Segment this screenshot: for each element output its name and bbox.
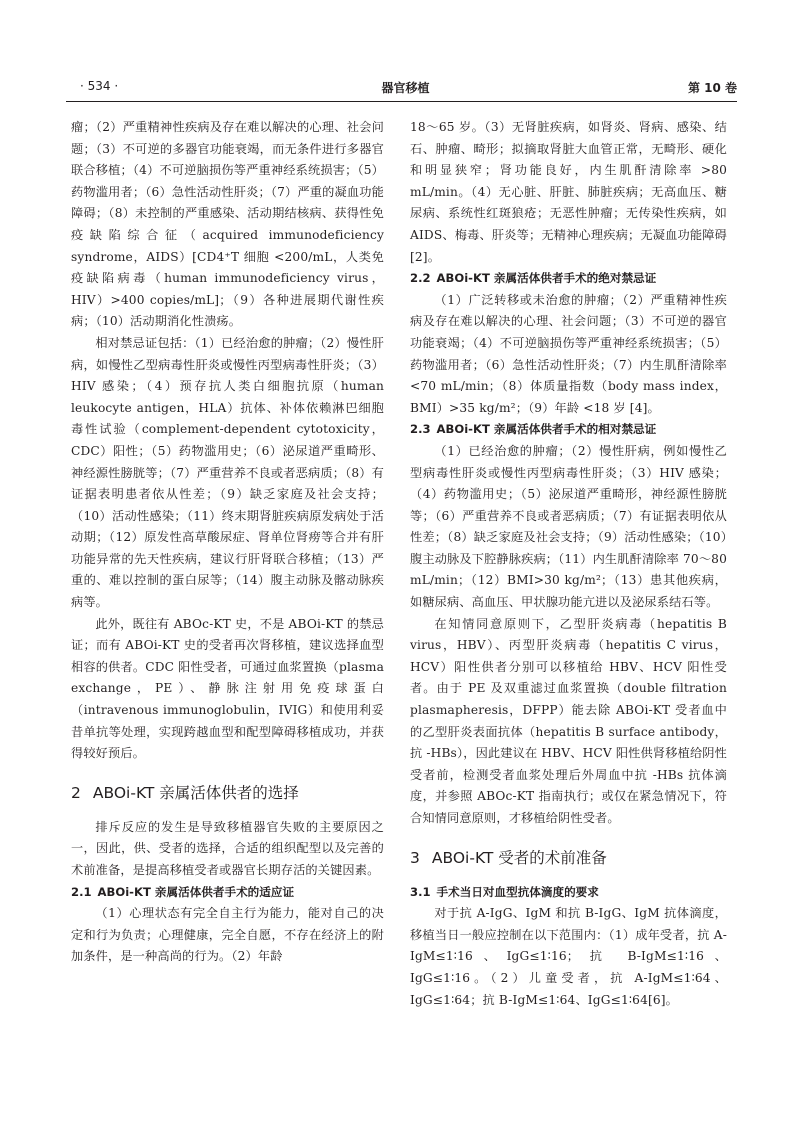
volume-label: 第 10 卷: [687, 81, 737, 95]
paragraph: 对于抗 A-IgG、IgM 和抗 B-IgG、IgM 抗体滴度，移植当日一般应控制在以下范围内：（1）成年受者，抗 A-IgM≤1∶16、IgG≤1∶16；抗 B-IgM≤1∶16、IgG≤1∶16。（2）儿童受者，抗 A-IgM≤1∶64、IgG≤1∶64；抗 B-IgM≤1∶64、IgG≤1∶64[6]。: [410, 906, 727, 1007]
section-title: ABOi-KT 亲属活体供者的选择: [92, 783, 299, 802]
section-number: 3: [410, 848, 420, 867]
page-number: · 534 ·: [80, 79, 119, 93]
left-column: [71, 117, 384, 968]
subsection-number: 3.1: [410, 884, 431, 899]
subsection-number: 2.1: [71, 884, 92, 899]
section-title: ABOi-KT 受者的术前准备: [431, 848, 607, 867]
section-number: 2: [71, 783, 81, 802]
subsection-heading-2-2: [410, 268, 727, 290]
paragraph: 瘤；（2）严重精神性疾病及存在难以解决的心理、社会问题；（3）不可逆的多器官功能衰竭，而无条件进行多器官联合移植；（4）不可逆脑损伤等严重神经系统损害；（5）药物滥用者；（6）急性活动性肝炎；（7）严重的凝血功能障碍；（8）未控制的严重感染、活动期结核病、获得性免疫缺陷综合征（acquired immunodeficiency syndrome，AIDS）[CD4⁺T 细胞 <200/mL，人类免疫缺陷病毒（human immunodeficiency virus，HIV）>400 copies/mL]；（9）各种进展期代谢性疾病；（10）活动期消化性溃疡。: [71, 120, 384, 329]
paragraph: 18～65 岁。（3）无肾脏疾病，如肾炎、肾病、感染、结石、肿瘤、畸形；拟摘取肾脏大血管正常，无畸形、硬化和明显狭窄；肾功能良好，内生肌酐清除率 >80 mL/min。（4）无心脏、肝脏、肺脏疾病；无高血压、糖尿病、系统性红斑狼疮；无恶性肿瘤；无传染性疾病，如 AIDS、梅毒、肝炎等；无精神心理疾病；无凝血功能障碍 [2]。: [410, 120, 727, 264]
paragraph: （1）已经治愈的肿瘤；（2）慢性肝病，例如慢性乙型病毒性肝炎或慢性丙型病毒性肝炎；（3）HIV 感染；（4）药物滥用史；（5）泌尿道严重畸形，神经源性膀胱等；（6）严重营养不良或者恶病质；（7）有证据表明依从性差；（8）缺乏家庭及社会支持；（9）活动性感染；（10）腹主动脉及下腔静脉疾病；（11）内生肌酐清除率 70～80 mL/min；（12）BMI>30 kg/m²；（13）患其他疾病，如糖尿病、高血压、甲状腺功能亢进以及泌尿系结石等。: [410, 443, 727, 610]
paragraph: （1）心理状态有完全自主行为能力，能对自己的决定和行为负责；心理健康，完全自愿，不存在经济上的附加条件，是一种高尚的行为。（2）年龄: [71, 906, 384, 964]
subsection-title: ABOi-KT 亲属活体供者手术的相对禁忌证: [436, 422, 657, 437]
paragraph: 相对禁忌证包括：（1）已经治愈的肿瘤；（2）慢性肝病，如慢性乙型病毒性肝炎或慢性丙型病毒性肝炎；（3）HIV 感染；（4）预存抗人类白细胞抗原（human leukocyte antigen，HLA）抗体、补体依赖淋巴细胞毒性试验（complement-dependent cytotoxicity，CDC）阳性；（5）药物滥用史；（6）泌尿道严重畸形、神经源性膀胱等；（7）严重营养不良或者恶病质；（8）有证据表明患者依从性差；（9）缺乏家庭及社会支持；（10）活动性感染；（11）终末期肾脏疾病原发病处于活动期；（12）原发性高草酸尿症、肾单位肾痨等合并有肝功能异常的先天性疾病，建议行肝肾联合移植；（13）严重的、难以控制的蛋白尿等；（14）腹主动脉及髂动脉疾病等。: [71, 335, 384, 610]
subsection-title: 手术当日对血型抗体滴度的要求: [436, 884, 599, 899]
journal-name: 器官移植: [381, 81, 430, 95]
subsection-title: ABOi-KT 亲属活体供者手术的绝对禁忌证: [436, 271, 657, 286]
subsection-title: ABOi-KT 亲属活体供者手术的适应证: [97, 884, 295, 899]
running-header: [74, 76, 737, 98]
subsection-heading-3-1: [410, 882, 727, 904]
section-heading-2: [71, 781, 384, 805]
paragraph: 此外，既往有 ABOc-KT 史，不是 ABOi-KT 的禁忌证；而有 ABOi-KT 史的受者再次肾移植，建议选择血型相容的供者。CDC 阳性受者，可通过血浆置换（plasma exchange，PE）、静脉注射用免疫球蛋白（intravenous immunoglobulin，IVIG）和使用利妥昔单抗等处理，实现跨越血型和配型障碍移植成功，并获得较好预后。: [71, 616, 384, 761]
subsection-heading-2-1: [71, 882, 384, 904]
section-heading-3: [410, 846, 727, 870]
paragraph: 在知情同意原则下，乙型肝炎病毒（hepatitis B virus，HBV）、丙型肝炎病毒（hepatitis C virus，HCV）阳性供者分别可以移植给 HBV、HCV 阳性受者。由于 PE 及双重滤过血浆置换（double filtration plasmapheresis，DFPP）能去除 ABOi-KT 受者血中的乙型肝炎表面抗体（hepatitis B surface antibody，抗 -HBs），因此建议在 HBV、HCV 阳性供肾移植给阴性受者前，检测受者血浆处理后外周血中抗 -HBs 抗体滴度，并参照 ABOc-KT 指南执行；或仅在紧急情况下，符合知情同意原则，才移植给阴性受者。: [410, 616, 727, 825]
subsection-number: 2.3: [410, 422, 431, 437]
right-column: [410, 117, 727, 1011]
subsection-heading-2-3: [410, 419, 727, 441]
header-rule: [66, 101, 737, 102]
paragraph: 排斥反应的发生是导致移植器官失败的主要原因之一，因此，供、受者的选择，合适的组织配型以及完善的术前准备，是提高移植受者或器官长期存活的关键因素。: [71, 819, 384, 877]
paragraph: （1）广泛转移或未治愈的肿瘤；（2）严重精神性疾病及存在难以解决的心理、社会问题；（3）不可逆的器官功能衰竭；（4）不可逆脑损伤等严重神经系统损害；（5）药物滥用者；（6）急性活动性肝炎；（7）内生肌酐清除率<70 mL/min；（8）体质量指数（body mass index，BMI）>35 kg/m²；（9）年龄 <18 岁 [4]。: [410, 292, 727, 415]
subsection-number: 2.2: [410, 271, 431, 286]
